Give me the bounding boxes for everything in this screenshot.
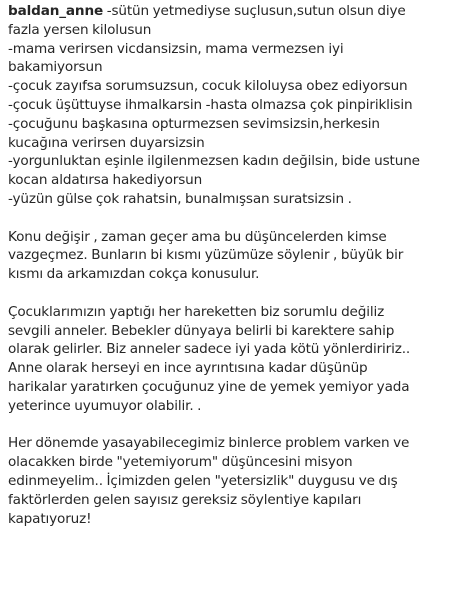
caption-line: Anne olarak herseyi en ince ayrıntısına kadar düşünüp bbox=[8, 360, 368, 377]
caption-line: -çocuk üşüttuyse ihmalkarsin -hasta olmazsa çok pinpiriklisin bbox=[8, 96, 413, 113]
caption-line: Her dönemde yasayabilecegimiz binlerce problem varken ve bbox=[8, 435, 410, 452]
paragraph-spacer bbox=[8, 416, 460, 435]
caption-line: -çocuğunu başkasına opturmezsen sevimsizsin,herkesin bbox=[8, 115, 380, 132]
caption-line: Konu değişir , zaman geçer ama bu düşüncelerden kimse bbox=[8, 228, 387, 245]
caption-line: edinmeyelim.. İçimizden gelen "yetersizlik" duygusu ve dış bbox=[8, 472, 398, 489]
paragraph-spacer bbox=[8, 284, 460, 303]
caption-paragraph-1 bbox=[8, 2, 460, 209]
caption-line: olacakken birde "yetemiyorum" düşüncesini misyon bbox=[8, 454, 353, 471]
caption-line: fazla yersen kilolusun bbox=[8, 21, 152, 38]
caption-line: kocan aldatırsa hakediyorsun bbox=[8, 172, 203, 189]
caption-paragraph-2 bbox=[8, 228, 460, 284]
caption-line: kapatıyoruz! bbox=[8, 510, 92, 527]
caption-line: bakamiyorsun bbox=[8, 59, 103, 76]
caption-text: -sütün yetmediyse suçlusun,sutun olsun diye bbox=[103, 3, 406, 19]
caption-line: -yüzün gülse çok rahatsin, bunalmışsan suratsizsin . bbox=[8, 190, 352, 207]
caption-line: sevgili anneler. Bebekler dünyaya belirli bi karektere sahip bbox=[8, 322, 395, 339]
caption-line: kısmı da arkamızdan cokça konusulur. bbox=[8, 266, 260, 283]
caption-paragraph-3 bbox=[8, 303, 460, 416]
caption-line: Çocuklarımızın yaptığı her hareketten biz sorumlu değiliz bbox=[8, 303, 385, 320]
caption-line: harikalar yaratırken çocuğunuz yine de yemek yemiyor yada bbox=[8, 378, 410, 395]
caption-line: -mama verirsen vicdansizsin, mama vermezsen iyi bbox=[8, 40, 344, 57]
caption-paragraph-4 bbox=[8, 434, 460, 528]
caption-line: vazgeçmez. Bunların bi kısmı yüzümüze söylenir , büyük bir bbox=[8, 247, 404, 264]
post-caption bbox=[8, 2, 460, 528]
caption-line: kucağına verirsen duyarsizsin bbox=[8, 134, 205, 151]
caption-line: -yorgunluktan eşinle ilgilenmezsen kadın değilsin, bide ustune bbox=[8, 153, 420, 170]
caption-line bbox=[8, 2, 460, 21]
paragraph-spacer bbox=[8, 209, 460, 228]
caption-line: faktörlerden gelen sayısız gereksiz söylentiye kapıları bbox=[8, 491, 362, 508]
username-link[interactable]: baldan_anne bbox=[8, 3, 104, 19]
caption-line: olarak gelirler. Biz anneler sadece iyi yada kötü yönlerdiririz.. bbox=[8, 341, 411, 358]
caption-line: -çocuk zayıfsa sorumsuzsun, cocuk kiloluysa obez ediyorsun bbox=[8, 78, 408, 95]
caption-line: yeterince uyumuyor olabilir. . bbox=[8, 397, 202, 414]
